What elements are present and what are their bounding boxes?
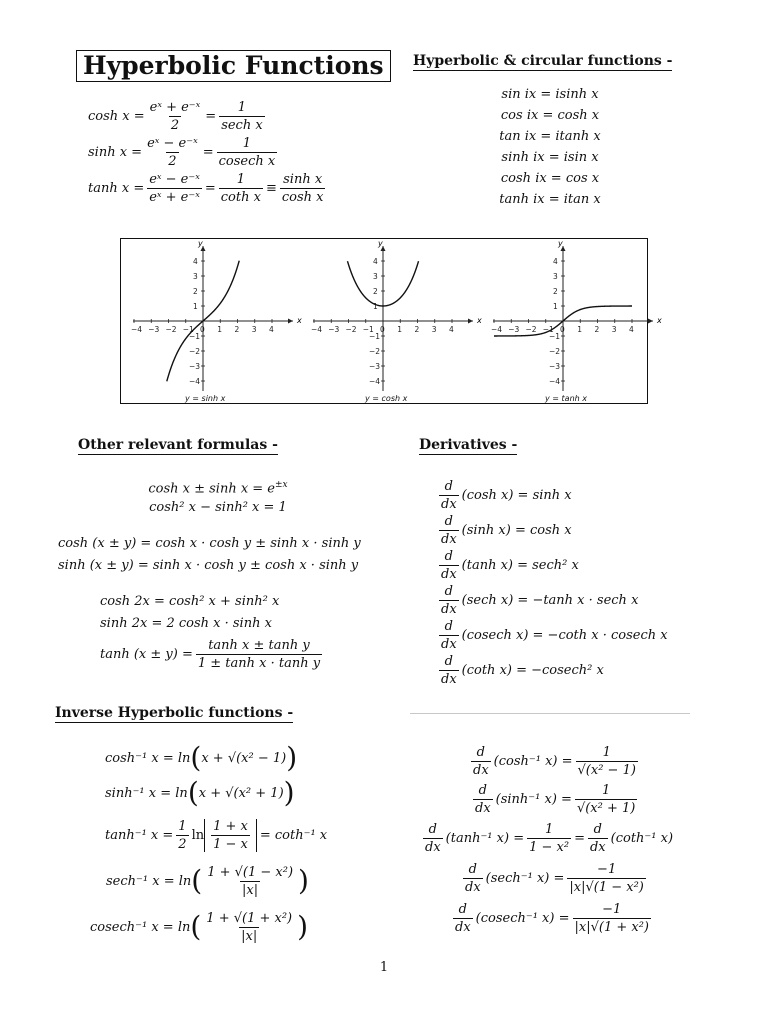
inverse-derivative-line: $\frac{d}{dx}$ (sech⁻¹ x) = $\frac{-1}{\text{|x|√(1 − x²)}}$ xyxy=(465,861,644,895)
y-tick-label: −2 xyxy=(369,347,381,356)
inverse-cosech: cosech⁻¹ x = ln ( $\frac{\text{1 + √(1 + x²)}}{|x|}$ ) xyxy=(90,910,309,944)
x-tick-label: 2 xyxy=(414,325,420,334)
definitions-block xyxy=(88,98,328,206)
circular-identities xyxy=(470,87,630,213)
sinh-lhs: sinh x = xyxy=(88,144,143,160)
y-tick-label: 2 xyxy=(193,287,198,296)
y-tick-label: 2 xyxy=(373,287,378,296)
x-tick-label: −3 xyxy=(328,325,340,334)
x-tick-label: 1 xyxy=(217,325,223,334)
graph-caption: y = sinh x xyxy=(185,394,226,403)
fraction: $\frac{1}{\text{cosech x}}$ xyxy=(218,135,276,169)
y-tick-label: −3 xyxy=(369,362,381,371)
x-tick-label: −4 xyxy=(311,325,323,334)
x-axis-label: x xyxy=(477,316,482,325)
hyperbolic-graphs-panel xyxy=(120,238,662,404)
cosh-definition: cosh x = $\frac{\text{eˣ + e⁻ˣ}}{2}$ = $\frac{1}{\text{sech x}}$ xyxy=(88,99,263,133)
derivative-line: $\frac{d}{dx}$ (sech x) = −tanh x · sech x xyxy=(441,584,639,617)
x-axis-label: x xyxy=(297,316,302,325)
y-tick-label: −2 xyxy=(189,347,201,356)
sinh-definition: sinh x = $\frac{\text{eˣ − e⁻ˣ}}{2}$ = $\frac{1}{\text{cosech x}}$ xyxy=(88,135,276,169)
cosh-lhs: cosh x = xyxy=(88,108,145,124)
inverse-derivative-line: $\frac{d}{dx}$ (sinh⁻¹ x) = $\frac{1}{\text{√(x² + 1)}}$ xyxy=(475,782,636,816)
y-axis-label: y xyxy=(198,239,203,248)
formula-line: cosh (x ± y) = cosh x · cosh y ± sinh x · sinh y xyxy=(58,536,361,551)
graph-caption: y = tanh x xyxy=(545,394,587,403)
y-tick-label: 1 xyxy=(373,302,378,311)
graphs-svg xyxy=(121,239,662,403)
y-tick-label: −3 xyxy=(189,362,201,371)
fraction: $\frac{\text{eˣ + e⁻ˣ}}{2}$ xyxy=(149,99,201,133)
identity-line: tan ix = itanh x xyxy=(499,129,601,144)
inverse-derivatives-block xyxy=(420,742,720,938)
y-tick-label: 4 xyxy=(553,257,558,266)
fraction: $\frac{1}{\text{coth x}}$ xyxy=(220,171,261,205)
x-arrow xyxy=(648,319,653,324)
x-tick-label: −4 xyxy=(491,325,503,334)
x-tick-label: 1 xyxy=(577,325,583,334)
inverse-heading: Inverse Hyperbolic functions - xyxy=(55,705,294,721)
y-tick-label: 2 xyxy=(553,287,558,296)
y-axis-label: y xyxy=(558,239,563,248)
fraction: $\frac{\text{eˣ − e⁻ˣ}}{2}$ xyxy=(147,135,198,169)
identity-line: sinh ix = isin x xyxy=(501,150,599,165)
y-tick-label: 1 xyxy=(193,302,198,311)
x-tick-label: 3 xyxy=(611,325,617,334)
page-title: Hyperbolic Functions xyxy=(76,50,391,82)
derivative-line: $\frac{d}{dx}$ (tanh x) = sech² x xyxy=(441,549,579,582)
x-tick-label: −1 xyxy=(542,325,554,334)
y-tick-label: −1 xyxy=(369,332,381,341)
tanh-definition: tanh x = $\frac{\text{eˣ − e⁻ˣ}}{\text{eˣ + e⁻ˣ}}$ = $\frac{1}{\text{coth x}}$ ≡ $\frac{\text{sinh x}}{\text{cosh x}}$ xyxy=(88,171,324,205)
x-tick-label: 4 xyxy=(629,325,634,334)
inverse-cosh: cosh⁻¹ x = ln ( x + √(x² − 1) ) xyxy=(105,741,298,774)
circular-heading: Hyperbolic & circular functions - xyxy=(413,53,673,69)
page-number: 1 xyxy=(379,960,389,975)
x-tick-label: −3 xyxy=(508,325,520,334)
x-tick-label: −2 xyxy=(165,325,177,334)
x-tick-label: 2 xyxy=(594,325,600,334)
y-tick-label: −1 xyxy=(189,332,201,341)
x-tick-label: 0 xyxy=(380,325,385,334)
x-tick-label: −4 xyxy=(131,325,143,334)
inverse-block xyxy=(90,742,327,950)
derivative-line: $\frac{d}{dx}$ (coth x) = −cosech² x xyxy=(441,654,604,687)
formula-line: sinh (x ± y) = sinh x · cosh y ± cosh x · sinh y xyxy=(58,558,359,573)
y-tick-label: −4 xyxy=(369,377,381,386)
inverse-derivative-line: $\frac{d}{dx}$ (cosh⁻¹ x) = $\frac{1}{\text{√(x² − 1)}}$ xyxy=(473,744,636,778)
x-tick-label: 0 xyxy=(560,325,565,334)
x-axis-label: x xyxy=(657,316,662,325)
y-tick-label: 3 xyxy=(553,272,558,281)
fraction: $\frac{\text{eˣ − e⁻ˣ}}{\text{eˣ + e⁻ˣ}}$ xyxy=(149,171,200,205)
fraction: $\frac{\text{sinh x}}{\text{cosh x}}$ xyxy=(281,171,324,205)
y-tick-label: −3 xyxy=(549,362,561,371)
tanh-sum-formula: tanh (x ± y) = $\frac{\text{tanh x ± tanh y}}{\text{1 ± tanh x · tanh y}}$ xyxy=(100,638,321,671)
inverse-tanh: tanh⁻¹ x = $\frac{1}{2}$ ln $\frac{1 + x}{1 - x}$ = coth⁻¹ x xyxy=(105,818,328,852)
fraction: $\frac{\text{tanh x ± tanh y}}{\text{1 ± tanh x · tanh y}}$ xyxy=(197,638,321,671)
identity-line: cosh ix = cos x xyxy=(500,171,600,186)
x-tick-label: 3 xyxy=(431,325,437,334)
y-tick-label: 4 xyxy=(193,257,198,266)
x-tick-label: −2 xyxy=(525,325,537,334)
graph-caption: y = cosh x xyxy=(365,394,408,403)
other-formulas-block xyxy=(50,480,386,671)
identity-line: sin ix = isinh x xyxy=(501,87,599,102)
identity-line: cos ix = cosh x xyxy=(500,108,600,123)
derivative-line: $\frac{d}{dx}$ (cosech x) = −coth x · cosech x xyxy=(441,619,668,652)
formula-line: cosh² x − sinh² x = 1 xyxy=(149,500,287,515)
y-tick-label: 4 xyxy=(373,257,378,266)
x-arrow xyxy=(468,319,473,324)
x-tick-label: 4 xyxy=(269,325,274,334)
y-axis-label: y xyxy=(378,239,383,248)
x-tick-label: −1 xyxy=(362,325,374,334)
y-tick-label: 1 xyxy=(553,302,558,311)
y-tick-label: −4 xyxy=(189,377,201,386)
y-tick-label: 3 xyxy=(193,272,198,281)
x-tick-label: 3 xyxy=(251,325,257,334)
fraction: $\frac{1}{\text{sech x}}$ xyxy=(221,99,263,133)
x-tick-label: −3 xyxy=(148,325,160,334)
x-tick-label: 1 xyxy=(397,325,403,334)
x-tick-label: 0 xyxy=(200,325,205,334)
formula-line: cosh 2x = cosh² x + sinh² x xyxy=(100,594,280,609)
y-tick-label: 3 xyxy=(373,272,378,281)
x-tick-label: −1 xyxy=(182,325,194,334)
inverse-derivative-line: $\frac{d}{dx}$ (cosech⁻¹ x) = $\frac{-1}{\text{|x|√(1 + x²)}}$ xyxy=(455,901,649,935)
x-tick-label: 2 xyxy=(234,325,240,334)
other-formulas-heading: Other relevant formulas - xyxy=(78,437,278,453)
derivatives-heading: Derivatives - xyxy=(419,437,518,453)
formula-line: $\cosh x \pm \sinh x = e^{\pm x}$ xyxy=(148,480,288,497)
inverse-derivative-line: $\frac{d}{dx}$ (tanh⁻¹ x) = $\frac{1}{\text{1 − x²}}$ = $\frac{d}{dx}$ (coth⁻¹ x) xyxy=(425,821,674,855)
y-tick-label: −2 xyxy=(549,347,561,356)
y-tick-label: −1 xyxy=(549,332,561,341)
x-tick-label: 4 xyxy=(449,325,454,334)
formula-line: sinh 2x = 2 cosh x · sinh x xyxy=(100,616,272,631)
inverse-sinh: sinh⁻¹ x = ln ( x + √(x² + 1) ) xyxy=(105,776,295,809)
derivative-line: $\frac{d}{dx}$ (cosh x) = sinh x xyxy=(441,479,572,512)
derivatives-block xyxy=(436,478,668,688)
x-arrow xyxy=(288,319,293,324)
tanh-lhs: tanh x = xyxy=(88,180,145,196)
divider xyxy=(410,713,690,714)
inverse-sech: sech⁻¹ x = ln ( $\frac{\text{1 + √(1 − x²)}}{|x|}$ ) xyxy=(106,864,309,898)
derivative-line: $\frac{d}{dx}$ (sinh x) = cosh x xyxy=(441,514,572,547)
identity-line: tanh ix = itan x xyxy=(499,192,601,207)
x-tick-label: −2 xyxy=(345,325,357,334)
y-tick-label: −4 xyxy=(549,377,561,386)
